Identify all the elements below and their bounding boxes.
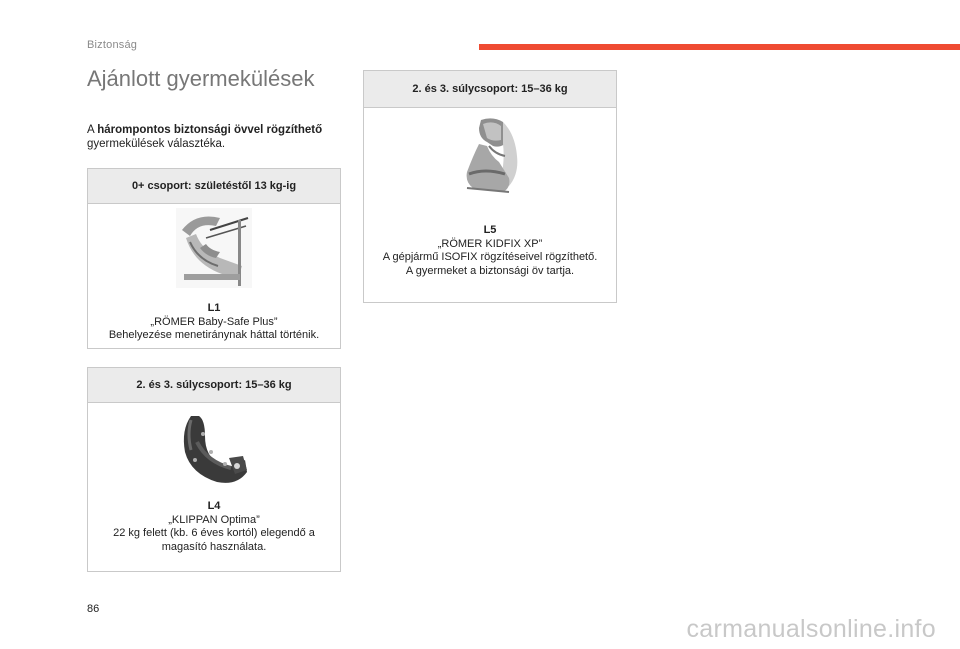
seat-description-line: A gépjármű ISOFIX rögzítéseivel rögzíthető. [382,251,598,263]
seat-card-l5 [363,70,617,303]
intro-prefix: A [87,124,98,136]
seat-description-line: magasító használata. [161,540,267,553]
section-accent-bar [479,44,960,50]
seat-description-line: 22 kg felett (kb. 6 éves kortól) elegendő a [113,527,315,539]
section-label: Biztonság [87,39,138,51]
seat-name: „RÖMER Baby-Safe Plus” [150,315,278,328]
card-header: 2. és 3. súlycsoport: 15–36 kg [88,368,340,403]
intro-text [87,123,347,151]
seat-name: „RÖMER KIDFIX XP” [437,237,543,250]
seat-code: L1 [207,302,221,314]
booster-seat-icon [177,412,251,486]
card-header: 2. és 3. súlycsoport: 15–36 kg [364,71,616,108]
seat-name: „KLIPPAN Optima” [168,513,260,526]
card-header: 0+ csoport: születéstől 13 kg-ig [88,169,340,204]
infant-carrier-icon [176,208,252,288]
seat-description-line: A gyermeket a biztonsági öv tartja. [405,264,575,277]
seat-code: L5 [483,224,497,236]
isofix-seat-icon [459,116,521,196]
card-body [364,116,616,278]
seat-code: L4 [207,500,221,512]
intro-suffix: gyermekülések választéka. [87,138,226,150]
page-title: Ajánlott gyermekülések [87,66,315,91]
intro-bold: hárompontos biztonsági övvel rögzíthető [97,124,323,136]
seat-description-line: Behelyezése menetiránynak háttal történik. [108,329,320,341]
card-body [88,208,340,343]
watermark: carmanualsonline.info [686,615,936,643]
page-number: 86 [87,603,100,615]
seat-card-l1 [87,168,341,349]
seat-card-l4 [87,367,341,572]
card-body [88,412,340,554]
